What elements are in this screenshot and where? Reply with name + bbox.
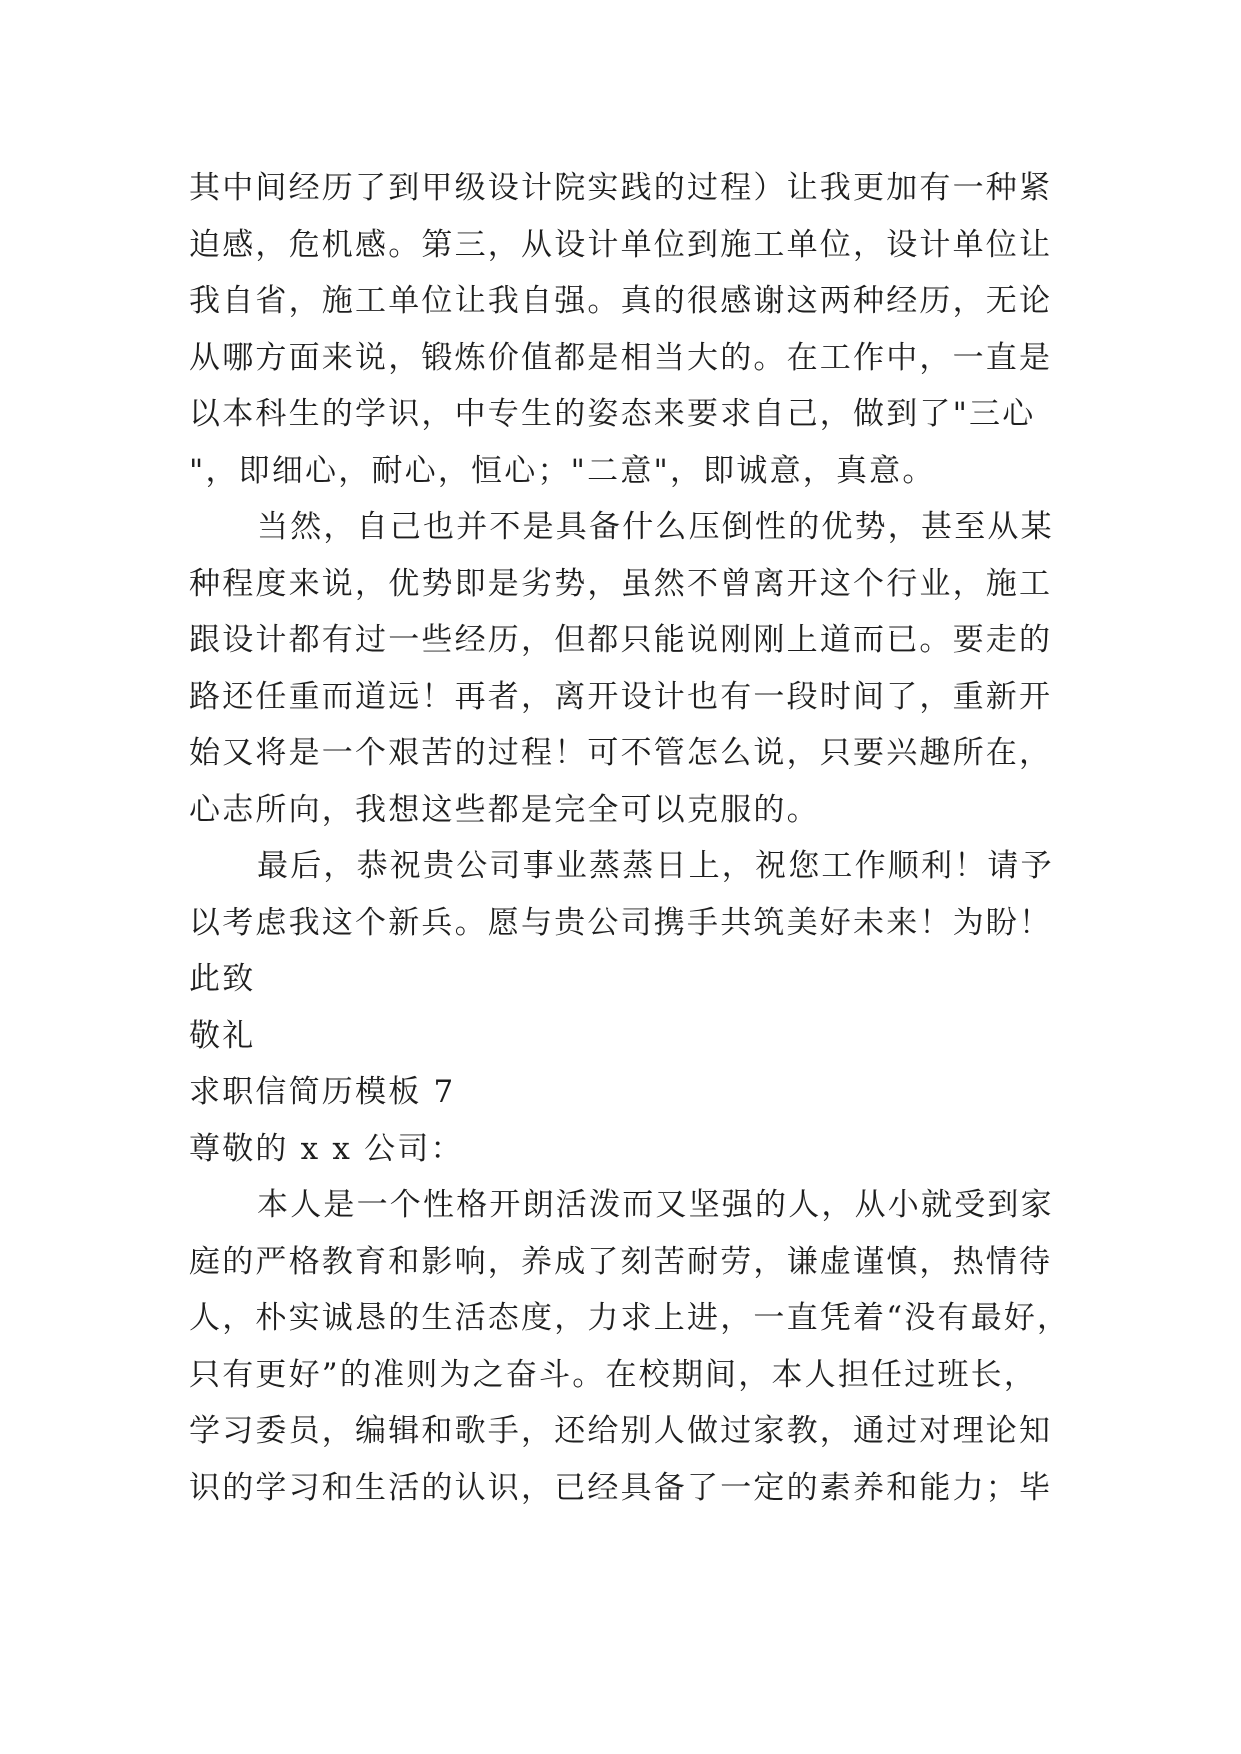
text-line: 人，朴实诚恳的生活态度，力求上进，一直凭着“没有最好， <box>189 1300 1071 1336</box>
text-line: "，即细心，耐心，恒心；"二意"，即诚意，真意。 <box>189 452 936 489</box>
text-line: 始又将是一个艰苦的过程！可不管怎么说，只要兴趣所在， <box>189 735 1053 771</box>
text-line: 以本科生的学识，中专生的姿态来要求自己，做到了"三心 <box>189 396 1036 432</box>
text-line: 只有更好”的准则为之奋斗。在校期间，本人担任过班长， <box>189 1356 1038 1393</box>
text-line: 此致 <box>189 961 256 997</box>
text-line: 当然，自己也并不是具备什么压倒性的优势，甚至从某 <box>257 509 1054 545</box>
text-line: 我自省，施工单位让我自强。真的很感谢这两种经历，无论 <box>189 283 1053 319</box>
text-line: 从哪方面来说，锻炼价值都是相当大的。在工作中，一直是 <box>189 339 1053 376</box>
text-line: 本人是一个性格开朗活泼而又坚强的人，从小就受到家 <box>257 1187 1054 1223</box>
text-line: 庭的严格教育和影响，养成了刻苦耐劳，谦虚谨慎，热情待 <box>189 1243 1053 1280</box>
text-line: 迫感，危机感。第三，从设计单位到施工单位，设计单位让 <box>189 226 1053 263</box>
text-line: 学习委员，编辑和歌手，还给别人做过家教，通过对理论知 <box>189 1413 1053 1449</box>
text-line: 尊敬的 x x 公司： <box>189 1130 464 1167</box>
text-line: 求职信简历模板 7 <box>189 1074 456 1110</box>
text-line: 其中间经历了到甲级设计院实践的过程）让我更加有一种紧 <box>189 170 1053 206</box>
text-line: 最后，恭祝贵公司事业蒸蒸日上，祝您工作顺利！请予 <box>257 848 1054 884</box>
text-line: 路还任重而道远！再者，离开设计也有一段时间了，重新开 <box>189 678 1053 715</box>
text-line: 种程度来说，优势即是劣势，虽然不曾离开这个行业，施工 <box>189 565 1053 602</box>
text-line: 敬礼 <box>189 1017 256 1054</box>
text-line: 识的学习和生活的认识，已经具备了一定的素养和能力；毕 <box>189 1469 1053 1506</box>
text-line: 心志所向，我想这些都是完全可以克服的。 <box>189 791 820 828</box>
text-line: 以考虑我这个新兵。愿与贵公司携手共筑美好未来！为盼！ <box>189 904 1053 941</box>
document-body <box>189 160 1069 1516</box>
text-line: 跟设计都有过一些经历，但都只能说刚刚上道而已。要走的 <box>189 622 1053 658</box>
